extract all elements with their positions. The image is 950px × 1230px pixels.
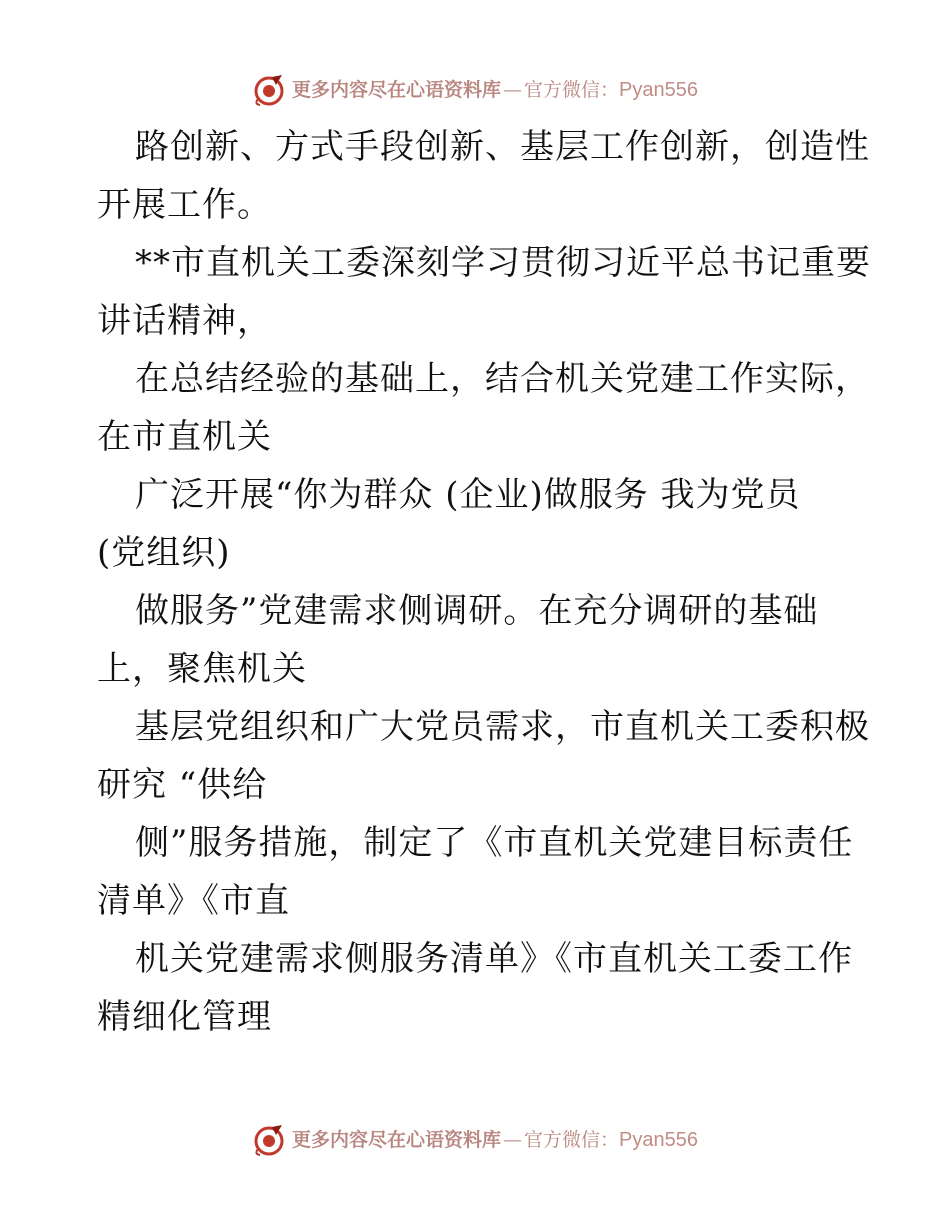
footer-wechat-id: Pyan556 [619, 1129, 698, 1151]
body-line: 在市直机关 [97, 417, 272, 457]
body-line: 侧”服务措施，制定了《市直机关党建目标责任 [135, 823, 854, 863]
header-banner-text [292, 80, 698, 100]
footer-banner-main: 更多内容尽在心语资料库 [292, 1129, 502, 1151]
body-line: 研究 “供给 [97, 765, 268, 805]
body-line: 开展工作。 [97, 185, 272, 225]
body-line: 清单》《市直 [97, 881, 290, 921]
body-line: 路创新、方式手段创新、基层工作创新，创造性 [135, 127, 870, 167]
logo-icon [252, 73, 286, 107]
header-banner-main: 更多内容尽在心语资料库 [292, 79, 502, 101]
body-line: 讲话精神， [97, 301, 272, 341]
footer-banner-dash: — [503, 1129, 523, 1151]
body-line: 基层党组织和广大党员需求，市直机关工委积极 [135, 707, 870, 747]
body-line: 上，聚焦机关 [97, 649, 307, 689]
body-line: 在总结经验的基础上，结合机关党建工作实际， [135, 359, 870, 399]
body-line: 精细化管理 [97, 997, 272, 1037]
document-body [97, 118, 871, 1046]
logo-icon [252, 1123, 286, 1157]
body-line: **市直机关工委深刻学习贯彻习近平总书记重要 [135, 243, 871, 283]
header-banner-sub: 官方微信： [524, 79, 620, 101]
footer-banner-sub: 官方微信： [524, 1129, 620, 1151]
header-banner [0, 70, 950, 110]
body-line: 机关党建需求侧服务清单》《市直机关工委工作 [135, 939, 853, 979]
body-line: (党组织) [97, 533, 231, 573]
body-line: 做服务”党建需求侧调研。在充分调研的基础 [135, 591, 819, 631]
body-line: 广泛开展“你为群众 (企业)做服务 我为党员 [135, 475, 801, 515]
footer-banner-text [292, 1130, 698, 1150]
footer-banner [0, 1120, 950, 1160]
header-banner-dash: — [503, 79, 523, 101]
header-wechat-id: Pyan556 [619, 79, 698, 101]
